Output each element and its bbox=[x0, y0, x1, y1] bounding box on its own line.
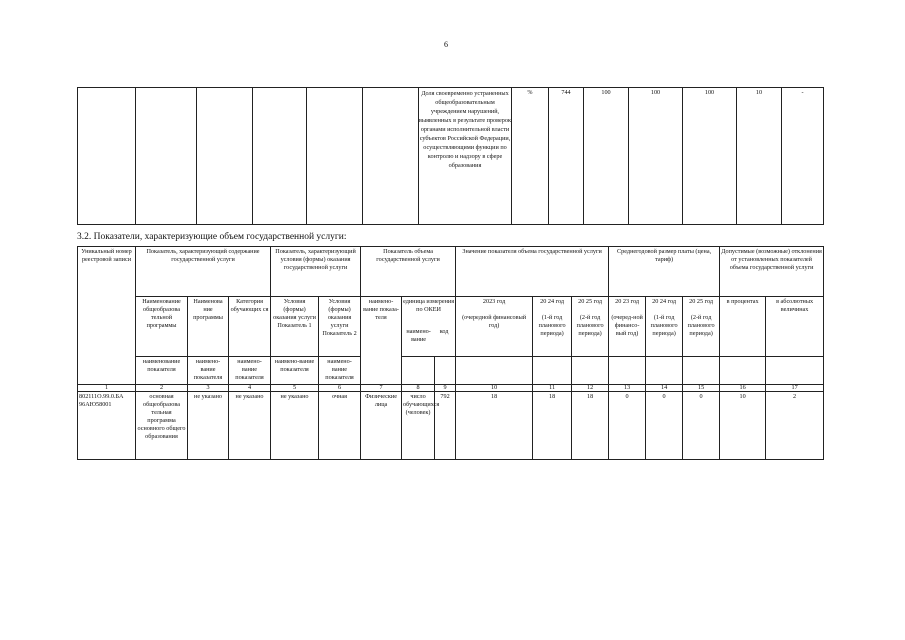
header-name-label-5: наимено-вание показателя bbox=[319, 357, 361, 385]
column-number: 1 bbox=[78, 385, 136, 392]
volume-indicators-table bbox=[77, 246, 824, 460]
unit-code-cell: 792 bbox=[435, 392, 456, 460]
indicator-cell: Физические лица bbox=[361, 392, 402, 460]
header-name-label-4: наимено-вание показателя bbox=[271, 357, 319, 385]
header-volume-value-group: Значение показателя объема государственной услуги bbox=[456, 247, 609, 297]
header-okei-unit bbox=[402, 297, 456, 357]
dev-absolute-cell: 2 bbox=[766, 392, 824, 460]
category-cell: не указано bbox=[229, 392, 271, 460]
header-okei-name: наимено-вание bbox=[406, 328, 431, 343]
quality-indicators-continuation-table bbox=[77, 87, 824, 225]
header-dev-percent: в процентах bbox=[720, 297, 766, 357]
header-price-2025 bbox=[683, 297, 720, 357]
column-number: 11 bbox=[533, 385, 572, 392]
value-2024-cell: 100 bbox=[629, 88, 683, 225]
empty-cell bbox=[766, 357, 824, 385]
page-number: 6 bbox=[444, 40, 448, 49]
dev-percent-cell: 10 bbox=[720, 392, 766, 460]
column-number: 13 bbox=[609, 385, 646, 392]
header-content-col2: Наименова ние программы bbox=[188, 297, 229, 357]
header-volume-group: Показатель объема государственной услуги bbox=[361, 247, 456, 297]
okei-code-cell: 744 bbox=[549, 88, 584, 225]
unit-name-cell: число обучающихся (человек) bbox=[402, 392, 435, 460]
section-heading: 3.2. Показатели, характеризующие объем государственной услуги: bbox=[77, 232, 347, 242]
header-year-2024 bbox=[533, 297, 572, 357]
column-number: 9 bbox=[435, 385, 456, 392]
empty-cell bbox=[572, 357, 609, 385]
header-conditions-group: Показатель, характеризующий условия (формы) оказания государственной услуги bbox=[271, 247, 361, 297]
empty-cell bbox=[136, 88, 197, 225]
price-2025-label: 20 25 год bbox=[689, 298, 714, 305]
value-2025-cell: 100 bbox=[683, 88, 737, 225]
column-number: 10 bbox=[456, 385, 533, 392]
condition-2-cell: очная bbox=[319, 392, 361, 460]
unit-cell: % bbox=[512, 88, 549, 225]
column-number: 12 bbox=[572, 385, 609, 392]
column-number: 4 bbox=[229, 385, 271, 392]
header-price-2024 bbox=[646, 297, 683, 357]
empty-cell bbox=[78, 88, 136, 225]
header-registry-number: Уникальный номер реестровой записи bbox=[78, 247, 136, 385]
header-indicator-name: наимено-вание показа-теля bbox=[361, 297, 402, 385]
year-2024-sub: (1-й год планового периода) bbox=[538, 314, 566, 337]
column-numbers-row bbox=[78, 385, 824, 392]
header-conditions-col2: Условия (формы) оказания услуги Показатель 2 bbox=[319, 297, 361, 357]
column-number: 15 bbox=[683, 385, 720, 392]
header-price-group: Среднегодовой размер платы (цена, тариф) bbox=[609, 247, 720, 297]
header-year-2023 bbox=[456, 297, 533, 357]
value-2023-cell: 100 bbox=[584, 88, 629, 225]
year-2025-label: 20 25 год bbox=[578, 298, 603, 305]
empty-cell bbox=[646, 357, 683, 385]
year-2025-sub: (2-й год планового периода) bbox=[576, 314, 604, 337]
header-content-col1: Наименование общеобразова тельной программы bbox=[136, 297, 188, 357]
column-number: 5 bbox=[271, 385, 319, 392]
empty-cell bbox=[720, 357, 766, 385]
price-2024-sub: (1-й год планового периода) bbox=[650, 314, 678, 337]
empty-cell bbox=[456, 357, 533, 385]
header-okei-unit-label: единица измерения по ОКЕИ bbox=[403, 298, 455, 313]
empty-cell bbox=[402, 357, 435, 385]
column-number: 17 bbox=[766, 385, 824, 392]
program-name-cell: не указано bbox=[188, 392, 229, 460]
empty-cell bbox=[435, 357, 456, 385]
column-number: 3 bbox=[188, 385, 229, 392]
header-year-2025 bbox=[572, 297, 609, 357]
year-2023-label: 2023 год bbox=[482, 298, 506, 305]
program-cell: основная общеобразова тельная программа основного общего образования bbox=[136, 392, 188, 460]
column-number: 2 bbox=[136, 385, 188, 392]
header-okei-code: код bbox=[439, 328, 449, 335]
price-2024-label: 20 24 год bbox=[652, 298, 677, 305]
table-row bbox=[78, 392, 824, 460]
price-2025-cell: 0 bbox=[683, 392, 720, 460]
header-dev-absolute: в абсолютных величинах bbox=[766, 297, 824, 357]
header-name-label-3: наимено-вание показателя bbox=[229, 357, 271, 385]
condition-1-cell: не указано bbox=[271, 392, 319, 460]
empty-cell bbox=[363, 88, 419, 225]
empty-cell bbox=[197, 88, 253, 225]
header-name-label-1: наименование показателя bbox=[136, 357, 188, 385]
empty-cell bbox=[533, 357, 572, 385]
value-2023-cell: 18 bbox=[456, 392, 533, 460]
header-deviation-group: Допустимые (возможные) отклонения от установленных показателей объема государственной услуги bbox=[720, 247, 824, 297]
indicator-description: Доля своевременно устраненных общеобразовательным учреждением нарушений, выявленных в результате проверок органами исполнительной власти субъектов Российской Федерации, осуществляющими функции по контролю и надзору в сфере образования bbox=[419, 88, 512, 225]
deviation-absolute-cell: - bbox=[782, 88, 824, 225]
registry-number-cell: 802111О.99.0.БА 96АЮ58001 bbox=[78, 392, 136, 460]
column-number: 8 bbox=[402, 385, 435, 392]
price-2025-sub: (2-й год планового периода) bbox=[687, 314, 715, 337]
column-number: 16 bbox=[720, 385, 766, 392]
deviation-percent-cell: 10 bbox=[737, 88, 782, 225]
column-number: 14 bbox=[646, 385, 683, 392]
empty-cell bbox=[307, 88, 363, 225]
empty-cell bbox=[683, 357, 720, 385]
value-2024-cell: 18 bbox=[533, 392, 572, 460]
price-2023-label: 20 23 год bbox=[615, 298, 640, 305]
column-number: 7 bbox=[361, 385, 402, 392]
header-name-label-2: наимено-вание показателя bbox=[188, 357, 229, 385]
header-content-col3: Категория обучающих ся bbox=[229, 297, 271, 357]
column-number: 6 bbox=[319, 385, 361, 392]
empty-cell bbox=[253, 88, 307, 225]
price-2024-cell: 0 bbox=[646, 392, 683, 460]
value-2025-cell: 18 bbox=[572, 392, 609, 460]
header-price-2023 bbox=[609, 297, 646, 357]
year-2023-sub: (очередной финансовый год) bbox=[462, 314, 527, 329]
header-conditions-col1: Условия (формы) оказания услуги Показатель 1 bbox=[271, 297, 319, 357]
year-2024-label: 20 24 год bbox=[540, 298, 565, 305]
price-2023-cell: 0 bbox=[609, 392, 646, 460]
header-content-group: Показатель, характеризующий содержание государственной услуги bbox=[136, 247, 271, 297]
empty-cell bbox=[609, 357, 646, 385]
price-2023-sub: (очеред-ной финансо-вый год) bbox=[611, 314, 643, 337]
